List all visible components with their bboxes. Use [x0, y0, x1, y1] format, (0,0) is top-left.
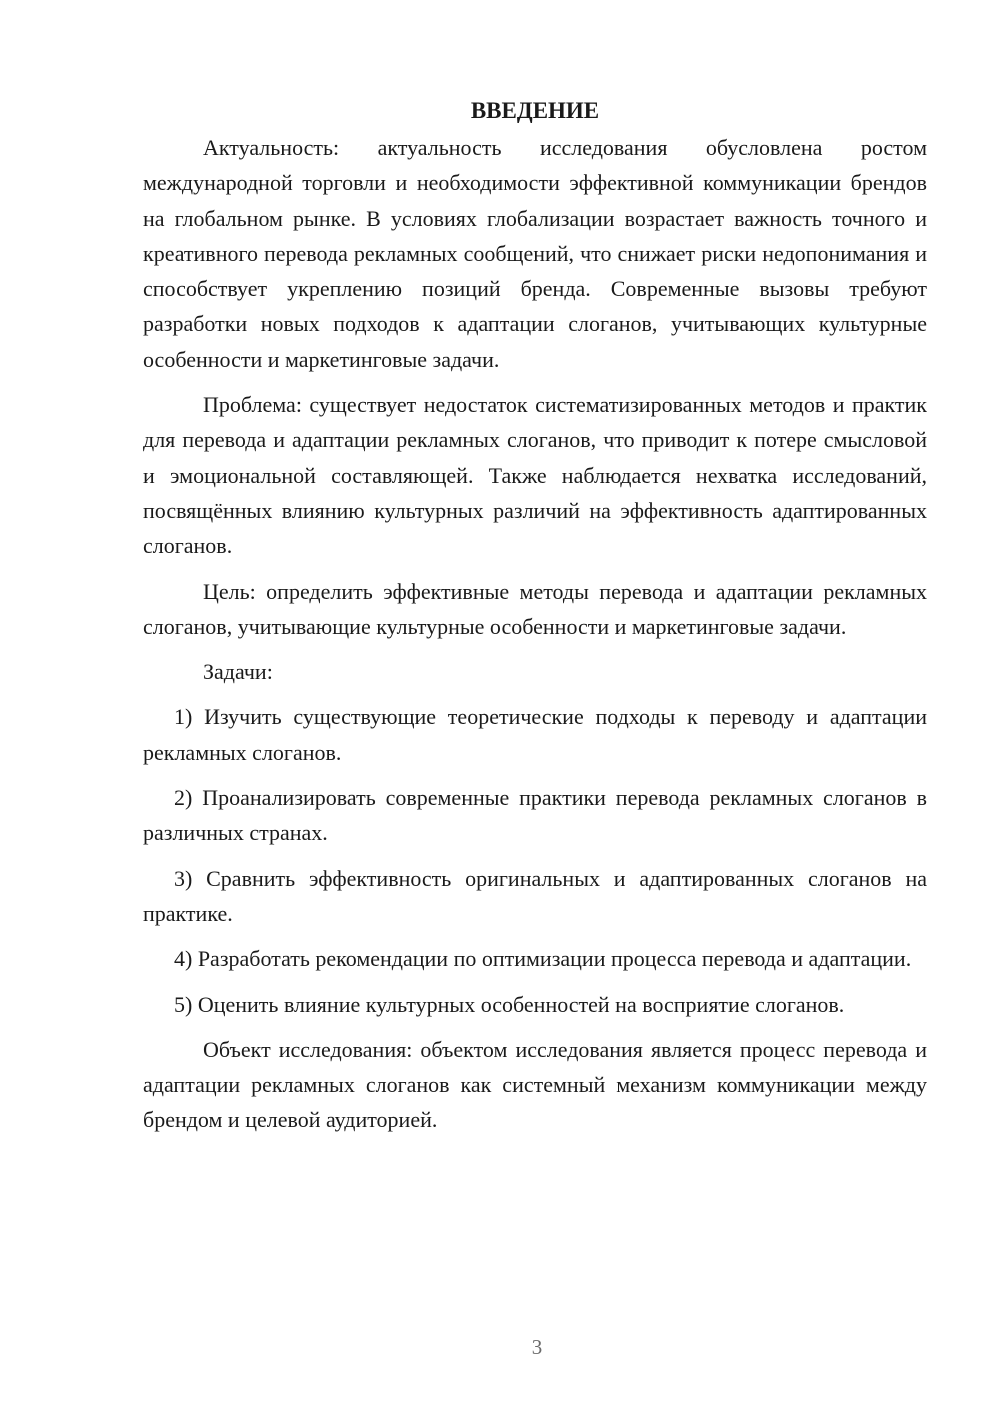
task-item-2: 2) Проанализировать современные практики перевода рекламных слоганов в различных странах. [143, 785, 927, 846]
page-title: ВВЕДЕНИЕ [470, 98, 600, 123]
task-list [143, 699, 927, 1021]
relevance-paragraph: Актуальность: актуальность исследования обусловлена ростом международной торговли и необходимости эффективной коммуникации брендов на глобальном рынке. В условиях глобализации возрастает важность точного и креативного перевода рекламных сообщений, что снижает риски недопонимания и способствует укреплению позиций бренда. Современные вызовы требуют разработки новых подходов к адаптации слоганов, учитывающих культурные особенности и маркетинговые задачи. [143, 135, 927, 372]
page-body [143, 96, 927, 1148]
tasks-label: Задачи: [203, 659, 273, 685]
task-item-3: 3) Сравнить эффективность оригинальных и адаптированных слоганов на практике. [143, 865, 927, 926]
task-item-4: 4) Разработать рекомендации по оптимизации процесса перевода и адаптации. [174, 946, 912, 972]
goal-paragraph: Цель: определить эффективные методы перевода и адаптации рекламных слоганов, учитывающие культурные особенности и маркетинговые задачи. [143, 578, 927, 639]
object-paragraph: Объект исследования: объектом исследования является процесс перевода и адаптации рекламных слоганов как системный механизм коммуникации между брендом и целевой аудиторией. [143, 1036, 927, 1133]
problem-paragraph: Проблема: существует недостаток систематизированных методов и практик для перевода и адаптации рекламных слоганов, что приводит к потере смысловой и эмоциональной составляющей. Также наблюдается нехватка исследований, посвящённых влиянию культурных различий на эффективность адаптированных слоганов. [143, 392, 927, 559]
page-number: 3 [531, 1335, 543, 1359]
task-item-5: 5) Оценить влияние культурных особенностей на восприятие слоганов. [174, 991, 845, 1017]
task-item-1: 1) Изучить существующие теоретические подходы к переводу и адаптации рекламных слоганов. [143, 704, 927, 765]
